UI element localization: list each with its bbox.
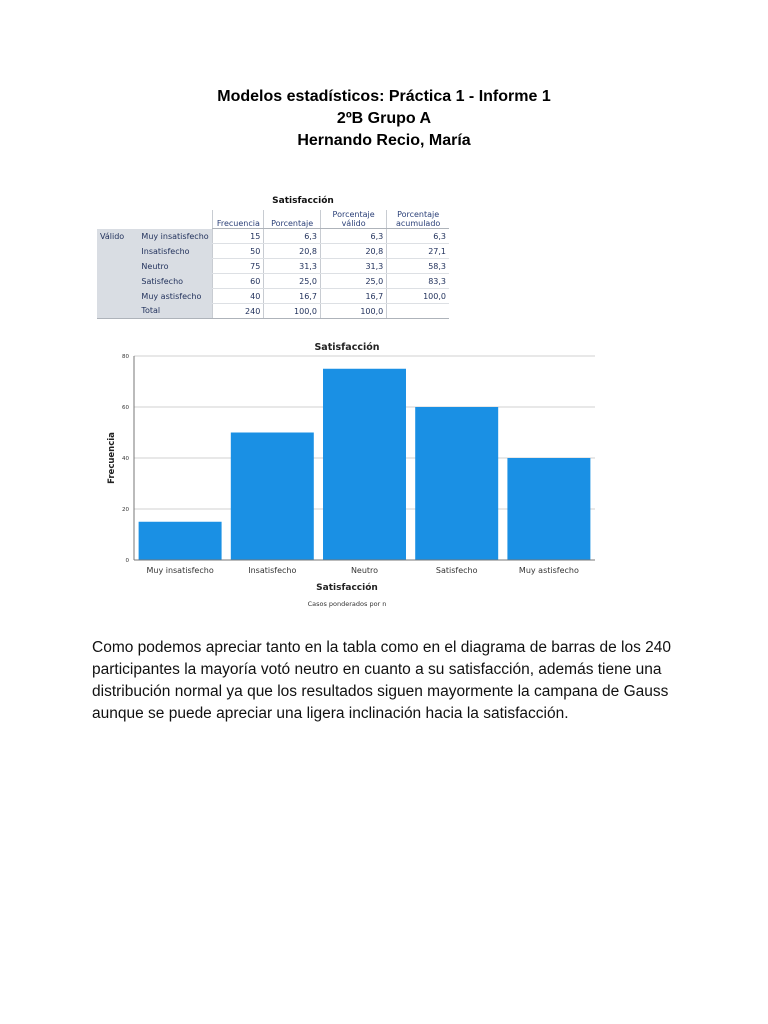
row-group-blank — [97, 244, 138, 259]
row-label: Neutro — [138, 259, 212, 274]
table-header-row — [97, 210, 449, 229]
cell-cumulative-percent: 100,0 — [387, 289, 449, 304]
table-row — [97, 229, 449, 244]
chart-footnote: Casos ponderados por n — [307, 600, 387, 608]
frequency-table-block — [97, 196, 449, 319]
row-label: Total — [138, 304, 212, 319]
cell-cumulative-percent: 6,3 — [387, 229, 449, 244]
bar-chart — [96, 338, 606, 613]
y-tick-label: 0 — [125, 558, 129, 564]
cell-valid-percent: 100,0 — [320, 304, 386, 319]
y-tick-label: 60 — [122, 405, 129, 411]
y-tick-label: 40 — [122, 456, 129, 462]
cell-valid-percent: 16,7 — [320, 289, 386, 304]
cell-cumulative-percent: 83,3 — [387, 274, 449, 289]
cell-frequency: 50 — [213, 244, 264, 259]
row-label: Muy astisfecho — [138, 289, 212, 304]
row-label: Satisfecho — [138, 274, 212, 289]
column-header: Porcentaje — [264, 210, 321, 229]
author-name: Hernando Recio, María — [297, 132, 471, 149]
frequency-table — [97, 210, 449, 319]
cell-cumulative-percent — [387, 304, 449, 319]
cell-frequency: 40 — [213, 289, 264, 304]
cell-frequency: 75 — [213, 259, 264, 274]
cell-valid-percent: 20,8 — [320, 244, 386, 259]
bar — [231, 433, 314, 561]
table-row — [97, 244, 449, 259]
x-tick-label: Muy astisfecho — [518, 566, 579, 575]
header-blank — [138, 210, 212, 229]
column-header — [387, 210, 449, 229]
document-title: Modelos estadísticos: Práctica 1 - Informe 1 — [217, 88, 551, 105]
x-tick-label: Muy insatisfecho — [146, 566, 214, 575]
row-group-blank — [97, 304, 138, 319]
y-tick-label: 80 — [122, 354, 129, 360]
x-tick-label: Satisfecho — [435, 566, 478, 575]
chart-bars — [139, 369, 591, 560]
cell-cumulative-percent: 27,1 — [387, 244, 449, 259]
y-axis-ticks — [122, 354, 130, 564]
cell-valid-percent: 31,3 — [320, 259, 386, 274]
x-tick-label: Insatisfecho — [248, 566, 297, 575]
bar — [323, 369, 406, 560]
column-header-text: Porcentaje válido — [332, 210, 375, 228]
cell-valid-percent: 6,3 — [320, 229, 386, 244]
row-label: Muy insatisfecho — [138, 229, 212, 244]
row-label: Insatisfecho — [138, 244, 212, 259]
bar — [139, 522, 222, 560]
x-tick-label: Neutro — [350, 566, 379, 575]
bar — [415, 407, 498, 560]
cell-frequency: 15 — [213, 229, 264, 244]
column-header-text: Porcentaje acumulado — [395, 210, 441, 228]
cell-frequency: 60 — [213, 274, 264, 289]
cell-cumulative-percent: 58,3 — [387, 259, 449, 274]
x-axis-label: Satisfacción — [316, 583, 378, 593]
document-header — [0, 86, 768, 152]
table-row — [97, 259, 449, 274]
table-row — [97, 289, 449, 304]
chart-title: Satisfacción — [314, 342, 380, 353]
header-blank — [97, 210, 138, 229]
row-group-blank — [97, 259, 138, 274]
y-axis-label: Frecuencia — [107, 432, 117, 484]
cell-percent: 20,8 — [264, 244, 321, 259]
row-group-blank — [97, 289, 138, 304]
group-label: 2ºB Grupo A — [336, 110, 432, 127]
x-axis-ticks — [146, 566, 579, 575]
table-total-row — [97, 304, 449, 319]
cell-valid-percent: 25,0 — [320, 274, 386, 289]
row-group-blank — [97, 274, 138, 289]
cell-frequency: 240 — [213, 304, 264, 319]
column-header: Frecuencia — [213, 210, 264, 229]
y-tick-label: 20 — [122, 507, 129, 513]
table-title: Satisfacción — [272, 196, 334, 206]
column-header — [320, 210, 386, 229]
cell-percent: 100,0 — [264, 304, 321, 319]
cell-percent: 25,0 — [264, 274, 321, 289]
table-row — [97, 274, 449, 289]
cell-percent: 6,3 — [264, 229, 321, 244]
row-group-label: Válido — [97, 229, 138, 244]
body-paragraph: Como podemos apreciar tanto en la tabla como en el diagrama de barras de los 240 participantes la mayoría votó neutro en cuanto a su satisfacción, además tiene una distribución normal ya que los resultados siguen mayormente la campana de Gauss aunque se puede apreciar una ligera inclinación hacia la satisfacción. — [92, 639, 672, 722]
cell-percent: 31,3 — [264, 259, 321, 274]
cell-percent: 16,7 — [264, 289, 321, 304]
bar — [507, 458, 590, 560]
